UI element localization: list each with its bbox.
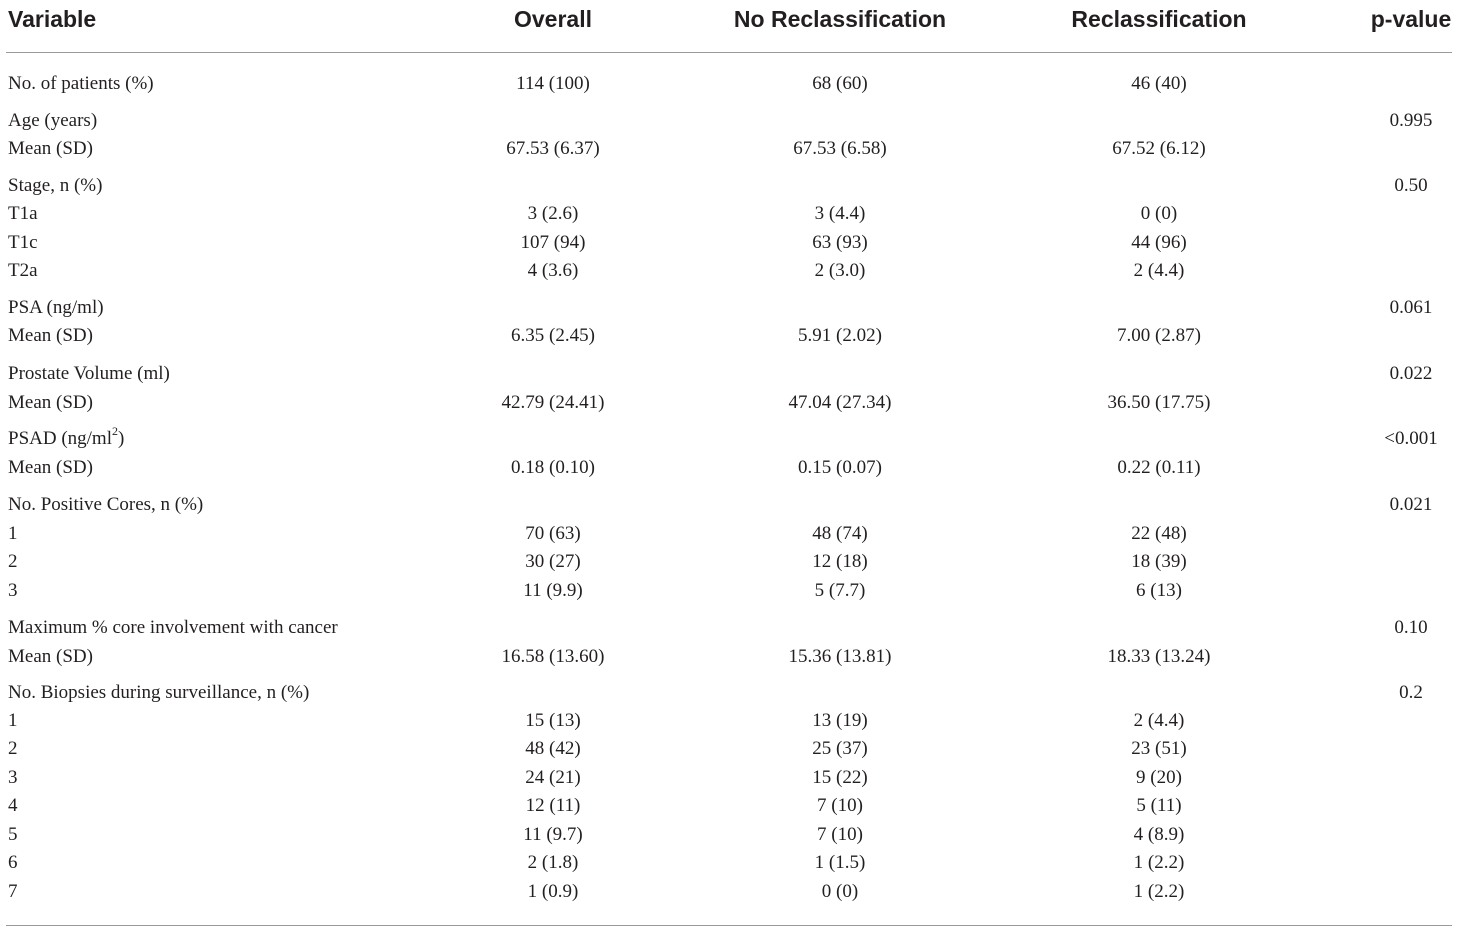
cell-reclassification: 22 (48) — [1131, 523, 1187, 544]
cell-no-reclassification: 0 (0) — [821, 881, 859, 902]
cell-variable: 2 — [8, 738, 18, 759]
table-row — [0, 577, 1460, 605]
cell-no-reclassification: 5 (7.7) — [814, 580, 866, 601]
cell-no-reclassification: 3 (4.4) — [814, 203, 866, 224]
header-rule — [6, 52, 1452, 53]
cell-p-value: <0.001 — [1384, 428, 1438, 449]
table-row — [0, 107, 1460, 135]
cell-overall: 107 (94) — [520, 232, 586, 253]
cell-overall: 6.35 (2.45) — [511, 325, 595, 346]
cell-no-reclassification: 25 (37) — [812, 738, 868, 759]
cell-variable: Mean (SD) — [8, 325, 93, 346]
cell-variable: 3 — [8, 767, 18, 788]
cell-no-reclassification: 5.91 (2.02) — [798, 325, 882, 346]
cell-p-value: 0.995 — [1389, 110, 1433, 131]
cell-reclassification: 2 (4.4) — [1133, 260, 1185, 281]
table-row — [0, 294, 1460, 322]
header-p-value: p-value — [1370, 6, 1452, 32]
table-row — [0, 735, 1460, 763]
cell-p-value: 0.2 — [1399, 682, 1423, 703]
table-row — [0, 322, 1460, 350]
cell-overall: 4 (3.6) — [527, 260, 579, 281]
table-row — [0, 135, 1460, 163]
header-overall: Overall — [514, 6, 592, 32]
cell-variable: 7 — [8, 881, 18, 902]
cell-variable: No. of patients (%) — [8, 73, 154, 94]
cell-overall: 42.79 (24.41) — [501, 392, 605, 413]
table-row — [0, 849, 1460, 877]
table-row — [0, 425, 1460, 453]
cell-variable-psad — [8, 425, 124, 453]
table-row — [0, 172, 1460, 200]
cell-p-value: 0.10 — [1394, 617, 1428, 638]
cell-overall: 0.18 (0.10) — [511, 457, 595, 478]
cell-overall: 11 (9.7) — [523, 824, 583, 845]
cell-variable: No. Positive Cores, n (%) — [8, 494, 204, 515]
cell-reclassification: 18.33 (13.24) — [1107, 646, 1211, 667]
table-row — [0, 491, 1460, 519]
cell-variable: 4 — [8, 795, 18, 816]
cell-no-reclassification: 15 (22) — [812, 767, 868, 788]
table-header — [0, 0, 1460, 52]
table-row — [0, 389, 1460, 417]
cell-overall: 11 (9.9) — [523, 580, 583, 601]
cell-reclassification: 7.00 (2.87) — [1117, 325, 1201, 346]
cell-reclassification: 1 (2.2) — [1133, 852, 1185, 873]
cell-reclassification: 36.50 (17.75) — [1107, 392, 1211, 413]
cell-no-reclassification: 2 (3.0) — [814, 260, 866, 281]
cell-variable: T2a — [8, 260, 38, 281]
cell-reclassification: 67.52 (6.12) — [1112, 138, 1206, 159]
table-row — [0, 454, 1460, 482]
table-row — [0, 520, 1460, 548]
cell-variable: PSAD (ng/ml — [8, 428, 112, 449]
cell-variable: Age (years) — [8, 110, 98, 131]
cell-variable: 1 — [8, 523, 18, 544]
cell-overall: 114 (100) — [516, 73, 590, 94]
cell-variable: 1 — [8, 710, 18, 731]
cell-variable: Stage, n (%) — [8, 175, 103, 196]
cell-reclassification: 18 (39) — [1131, 551, 1187, 572]
cell-reclassification: 5 (11) — [1136, 795, 1182, 816]
cell-no-reclassification: 67.53 (6.58) — [793, 138, 887, 159]
cell-reclassification: 4 (8.9) — [1133, 824, 1185, 845]
cell-variable: 3 — [8, 580, 18, 601]
cell-reclassification: 46 (40) — [1131, 73, 1187, 94]
cell-variable: No. Biopsies during surveillance, n (%) — [8, 682, 310, 703]
cell-overall: 48 (42) — [525, 738, 581, 759]
cell-no-reclassification: 15.36 (13.81) — [788, 646, 892, 667]
cell-overall: 30 (27) — [525, 551, 581, 572]
cell-variable: T1a — [8, 203, 38, 224]
header-no-reclassification: No Reclassification — [733, 6, 947, 32]
cell-variable: Mean (SD) — [8, 392, 93, 413]
table-row — [0, 614, 1460, 642]
table-row — [0, 257, 1460, 285]
cell-no-reclassification: 47.04 (27.34) — [788, 392, 892, 413]
header-variable: Variable — [8, 6, 97, 32]
cell-reclassification: 2 (4.4) — [1133, 710, 1185, 731]
psad-unit-suffix: ) — [118, 428, 125, 449]
cell-variable: PSA (ng/ml) — [8, 297, 104, 318]
cell-variable: Mean (SD) — [8, 457, 93, 478]
cell-variable: Mean (SD) — [8, 646, 93, 667]
cell-variable: T1c — [8, 232, 38, 253]
table-row — [0, 821, 1460, 849]
table-row — [0, 70, 1460, 98]
cell-overall: 15 (13) — [525, 710, 581, 731]
cell-reclassification: 1 (2.2) — [1133, 881, 1185, 902]
cell-no-reclassification: 13 (19) — [812, 710, 868, 731]
header-reclassification: Reclassification — [1071, 6, 1247, 32]
table-row — [0, 548, 1460, 576]
cell-reclassification: 9 (20) — [1136, 767, 1182, 788]
cell-p-value: 0.022 — [1389, 363, 1433, 384]
cell-overall: 16.58 (13.60) — [501, 646, 605, 667]
cell-no-reclassification: 12 (18) — [812, 551, 868, 572]
cell-overall: 12 (11) — [525, 795, 581, 816]
cell-overall: 2 (1.8) — [527, 852, 579, 873]
cell-no-reclassification: 7 (10) — [817, 795, 863, 816]
cell-overall: 1 (0.9) — [527, 881, 579, 902]
cell-overall: 3 (2.6) — [527, 203, 579, 224]
table-row — [0, 792, 1460, 820]
table-row — [0, 764, 1460, 792]
cell-no-reclassification: 0.15 (0.07) — [798, 457, 882, 478]
cell-reclassification: 0 (0) — [1140, 203, 1178, 224]
cell-overall: 67.53 (6.37) — [506, 138, 600, 159]
cell-variable: 5 — [8, 824, 18, 845]
cell-variable: Mean (SD) — [8, 138, 93, 159]
cell-overall: 24 (21) — [525, 767, 581, 788]
table-row — [0, 878, 1460, 906]
cell-variable: 2 — [8, 551, 18, 572]
cell-reclassification: 23 (51) — [1131, 738, 1187, 759]
cell-no-reclassification: 68 (60) — [812, 73, 868, 94]
cell-reclassification: 44 (96) — [1131, 232, 1187, 253]
cell-no-reclassification: 63 (93) — [812, 232, 868, 253]
cell-variable: Maximum % core involvement with cancer — [8, 617, 338, 638]
cell-no-reclassification: 48 (74) — [812, 523, 868, 544]
cell-reclassification: 0.22 (0.11) — [1117, 457, 1201, 478]
table-row — [0, 643, 1460, 671]
cell-p-value: 0.021 — [1389, 494, 1433, 515]
cell-variable: 6 — [8, 852, 18, 873]
cell-reclassification: 6 (13) — [1136, 580, 1182, 601]
table-row — [0, 200, 1460, 228]
table-row — [0, 707, 1460, 735]
table-row — [0, 360, 1460, 388]
bottom-rule — [6, 925, 1452, 926]
cell-variable: Prostate Volume (ml) — [8, 363, 170, 384]
cell-no-reclassification: 1 (1.5) — [814, 852, 866, 873]
table-row — [0, 229, 1460, 257]
table-row — [0, 679, 1460, 707]
cell-overall: 70 (63) — [525, 523, 581, 544]
cell-no-reclassification: 7 (10) — [817, 824, 863, 845]
cell-p-value: 0.50 — [1394, 175, 1428, 196]
cell-p-value: 0.061 — [1389, 297, 1433, 318]
psad-unit-superscript: 2 — [112, 423, 118, 438]
